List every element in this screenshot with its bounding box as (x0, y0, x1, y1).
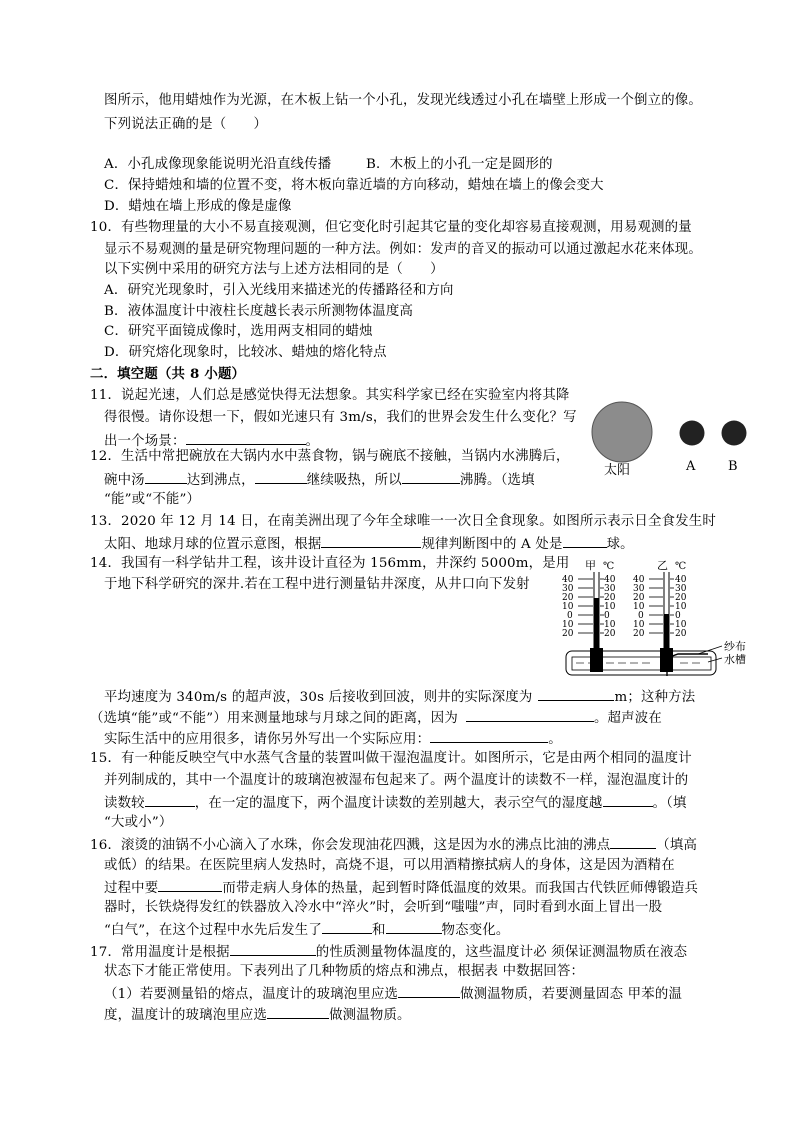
q11-line3-suffix: 。 (305, 434, 320, 449)
q11-line1: 11．说起光速，人们总是感觉快得无法想象。其实科学家已经在实验室内将其降 (90, 388, 570, 403)
svg-text:20: 20 (604, 593, 616, 603)
q14-text-a: 平均速度为 340m/s 的超声波，30s 后接收到回波，则井的实际深度为 (104, 690, 533, 705)
svg-text:0: 0 (604, 611, 610, 621)
q12-text-b: 达到沸点， (186, 473, 255, 488)
thermometer-yi-scale-left (633, 575, 645, 639)
q17-line2: 状态下才能正常使用。下表列出了几种物质的熔点和沸点，根据表 中数据回答： (104, 964, 585, 979)
thermometer-yi-label: 乙 (657, 559, 668, 572)
q14-line3 (104, 686, 695, 708)
q13-line1: 13．2020 年 12 月 14 日，在南美洲出现了今年全球唯一一次日全食现象。如图所示表示日全食发生时 (90, 514, 716, 529)
q12-text-a: 碗中汤 (104, 473, 145, 488)
q12-text-c: 继续吸热，所以 (306, 473, 402, 488)
svg-text:20: 20 (675, 593, 687, 603)
svg-text:20: 20 (562, 629, 574, 639)
thermometer-jia-label: 甲 (585, 559, 596, 572)
gauze-label: 纱布 (724, 640, 746, 653)
tank-label: 水槽 (724, 653, 746, 666)
svg-text:20: 20 (675, 629, 687, 639)
svg-text:40: 40 (604, 575, 616, 585)
thermometer-jia-scale-right (604, 575, 616, 639)
q14-line5 (104, 728, 562, 750)
q11-line2: 得很慢。请你设想一下，假如光速只有 3m/s，我们的世界会发生什么变化？写 (104, 410, 577, 425)
q15-text-a: 读数较 (104, 796, 145, 811)
q16-blank-2[interactable] (158, 877, 222, 892)
thermometer-yi-scale-right (675, 575, 687, 639)
q15-blank-1[interactable] (145, 792, 195, 807)
q14-text-b: m；这种方法 (614, 690, 696, 705)
water-tank (566, 646, 722, 676)
q17-text-d: 做测温物质，若要测量固态 甲苯的温 (460, 987, 683, 1002)
q15-text-b: ，在一定的温度下，两个温度计读数的差别越大，表示空气的湿度越 (194, 796, 603, 811)
q16-blank-3[interactable] (322, 919, 372, 934)
q12-blank-2[interactable] (255, 469, 307, 484)
q10-line2: 显示不易观测的量是研究物理问题的一种方法。例如：发声的音叉的振动可以通过激起水花来体现。 (104, 242, 702, 257)
body-b-circle (722, 421, 747, 446)
q17-line4 (104, 1004, 411, 1026)
q10-option-c: C．研究平面镜成像时，选用两支相同的蜡烛 (104, 324, 373, 339)
thermometer-yi-unit: ℃ (675, 561, 687, 572)
q9-line2: 下列说法正确的是（ ） (104, 117, 268, 132)
q12-line1: 12．生活中常把碗放在大锅内水中蒸食物，锅与碗底不接触，当锅内水沸腾后， (90, 449, 570, 464)
q16-line2: 或低）的结果。在医院里病人发热时，高烧不退，可以用酒精擦拭病人的身体，这是因为酒精在 (104, 858, 675, 873)
q16-text-c: 过程中要 (104, 881, 159, 896)
svg-text:0: 0 (675, 611, 681, 621)
q17-text-e: 度，温度计的玻璃泡里应选 (104, 1008, 268, 1023)
q12-text-d: 沸腾。（选填 (459, 473, 535, 488)
q13-text-a: 太阳、地球月球的位置示意图，根据 (104, 537, 322, 552)
q16-text-g: 物态变化。 (441, 923, 510, 938)
q14-blank-3[interactable] (430, 728, 548, 743)
q13-line2 (104, 533, 634, 555)
q14-text-c: （选填“能”或“不能”）用来测量地球与月球之间的距离，因为 (90, 711, 458, 726)
q14-blank-1[interactable] (538, 686, 614, 701)
body-b-label: B (728, 459, 738, 474)
q17-blank-3[interactable] (267, 1004, 329, 1019)
body-a-label: A (686, 459, 696, 474)
q9-option-a: A．小孔成像现象能说明光沿直线传播 (104, 157, 332, 172)
q10-option-b: B．液体温度计中液柱长度越长表示所测物体温度高 (104, 304, 414, 319)
sun-earth-moon-figure (590, 400, 760, 480)
q12-blank-1[interactable] (145, 469, 187, 484)
q14-line4 (90, 707, 662, 729)
q17-line1 (90, 941, 687, 963)
svg-text:10: 10 (604, 620, 616, 630)
q12-blank-3[interactable] (402, 469, 460, 484)
q15-text-c: 。（填 (652, 796, 687, 811)
q11-answer-blank[interactable] (186, 430, 306, 445)
q16-text-e: “白气”，在这个过程中水先后发生了 (104, 923, 322, 938)
svg-text:10: 10 (562, 620, 574, 630)
svg-text:10: 10 (633, 620, 645, 630)
q12-line2 (104, 469, 535, 491)
q11-line3-prefix: 出一个场景： (104, 434, 186, 449)
svg-text:40: 40 (562, 575, 574, 585)
svg-text:10: 10 (562, 602, 574, 612)
q15-blank-2[interactable] (603, 792, 653, 807)
q12-line3: “能”或“不能”） (104, 492, 201, 507)
svg-text:40: 40 (675, 575, 687, 585)
q13-text-c: 球。 (606, 537, 634, 552)
q15-line1: 15．有一种能反映空气中水蒸气含量的装置叫做干湿泡温度计。如图所示，它是由两个相同的温度计 (90, 751, 692, 766)
q17-line3 (104, 983, 682, 1005)
svg-text:0: 0 (638, 611, 644, 621)
svg-text:10: 10 (675, 602, 687, 612)
svg-text:20: 20 (633, 629, 645, 639)
q13-blank-2[interactable] (563, 533, 607, 548)
svg-text:40: 40 (633, 575, 645, 585)
q16-text-b: （填高 (656, 838, 698, 853)
q14-text-d: 。超声波在 (593, 711, 662, 726)
body-a-circle (680, 421, 705, 446)
svg-text:30: 30 (604, 584, 616, 594)
sun-label: 太阳 (604, 463, 631, 478)
q9-option-d: D．蜡烛在墙上形成的像是虚像 (104, 199, 292, 214)
svg-text:10: 10 (675, 620, 687, 630)
thermometer-jia-scale-left (562, 575, 574, 639)
q16-line4: 器时，长铁烧得发红的铁器放入冷水中“淬火”时，会听到“嗤嗤”声，同时看到水面上冒出一股 (104, 900, 663, 915)
q10-option-d: D．研究熔化现象时，比较冰、蜡烛的熔化特点 (104, 345, 387, 360)
section-heading-fill-in: 二．填空题（共 8 小题） (90, 366, 246, 382)
q9-line1: 图所示，他用蜡烛作为光源，在木板上钻一个小孔，发现光线透过小孔在墙壁上形成一个倒立的像。 (104, 93, 702, 108)
q16-text-f: 和 (371, 923, 386, 938)
q16-text-a: 16．滚烫的油锅不小心滴入了水珠，你会发现油花四溅，这是因为水的沸点比油的沸点 (90, 838, 611, 853)
q14-text-e: 实际生活中的应用很多，请你另外写出一个实际应用： (104, 732, 431, 747)
q16-line3 (104, 877, 698, 899)
svg-text:10: 10 (604, 602, 616, 612)
q10-line1: 10．有些物理量的大小不易直接观测，但它变化时引起其它量的变化却容易直接观测，用易观测的量 (90, 220, 692, 235)
q14-line2: 于地下科学研究的深井.若在工程中进行测量钻井深度，从井口向下发射 (104, 577, 530, 592)
q15-line2: 并列制成的，其中一个温度计的玻璃泡被湿布包起来了。两个温度计的读数不一样，湿泡温度计的 (104, 773, 689, 788)
q14-line1: 14．我国有一科学钻井工程，该井设计直径为 156mm，井深约 5000m，是用 (90, 556, 570, 571)
svg-text:30: 30 (562, 584, 574, 594)
q17-blank-2[interactable] (398, 983, 460, 998)
q16-blank-1[interactable] (610, 834, 656, 849)
q15-line3 (104, 792, 687, 814)
q10-line3: 以下实例中采用的研究方法与上述方法相同的是（ ） (104, 262, 444, 277)
q17-blank-1[interactable] (230, 941, 316, 956)
svg-text:20: 20 (633, 593, 645, 603)
q9-option-b: B．木板上的小孔一定是圆形的 (366, 157, 553, 172)
q17-text-a: 17．常用温度计是根据 (90, 945, 230, 960)
q16-text-d: 而带走病人身体的热量，起到暂时降低温度的效果。而我国古代铁匠师傅锻造兵 (222, 881, 699, 896)
q16-line5 (104, 919, 510, 941)
q16-line1 (90, 834, 697, 856)
svg-text:20: 20 (562, 593, 574, 603)
q16-blank-4[interactable] (386, 919, 442, 934)
svg-text:30: 30 (675, 584, 687, 594)
q13-blank-1[interactable] (321, 533, 421, 548)
q10-option-a: A．研究光现象时，引入光线用来描述光的传播路径和方向 (104, 283, 454, 298)
q17-text-c: （1）若要测量铅的熔点，温度计的玻璃泡里应选 (104, 987, 399, 1002)
wet-dry-thermometer-figure (558, 558, 763, 683)
thermometer-jia-unit: ℃ (603, 561, 615, 572)
q14-text-f: 。 (548, 732, 562, 747)
q17-text-f: 做测温物质。 (329, 1008, 411, 1023)
q14-blank-2[interactable] (466, 707, 594, 722)
svg-text:0: 0 (567, 611, 573, 621)
svg-text:10: 10 (633, 602, 645, 612)
sun-circle (592, 402, 652, 462)
svg-text:20: 20 (604, 629, 616, 639)
q13-text-b: 规律判断图中的 A 处是 (421, 537, 563, 552)
svg-text:30: 30 (633, 584, 645, 594)
q15-line4: “大或小”） (104, 815, 173, 830)
q17-text-b: 的性质测量物体温度的，这些温度计必 须保证测温物质在液态 (315, 945, 688, 960)
q9-option-c: C．保持蜡烛和墙的位置不变，将木板向靠近墙的方向移动，蜡烛在墙上的像会变大 (104, 178, 604, 193)
